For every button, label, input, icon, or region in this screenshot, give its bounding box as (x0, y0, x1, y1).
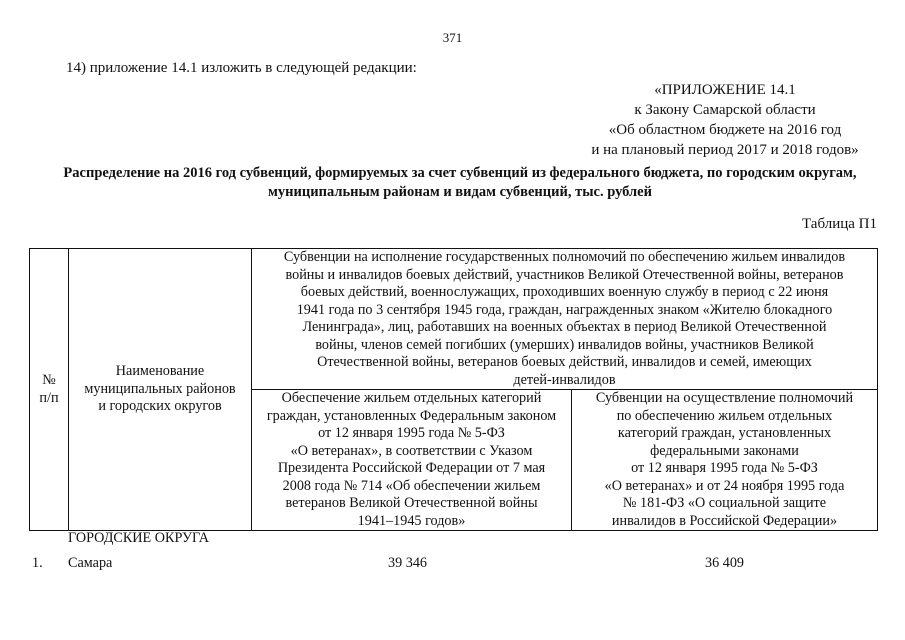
title-line: муниципальным районам и видам субвенций, тыс. рублей (268, 184, 652, 200)
appendix-line: к Закону Самарской области (634, 102, 816, 118)
header-number: № п/п (30, 249, 69, 531)
header-sub-powers: Субвенции на осуществление полномочий по обеспечению жильем отдельных категорий граждан, установленных федеральными законами от 12 января 1995 года № 5-ФЗ «О ветеранах» и от 24 ноября 1995 года № 181-ФЗ «О социальной защите инвалидов в Российской Федерации» (572, 390, 878, 531)
appendix-header (560, 80, 890, 160)
appendix-line: «Об областном бюджете на 2016 год (608, 122, 842, 138)
header-name: Наименование муниципальных районов и городских округов (69, 249, 252, 531)
amendment-instruction: 14) приложение 14.1 изложить в следующей редакции: (66, 60, 417, 76)
subsidies-table (29, 248, 878, 531)
appendix-line: «ПРИЛОЖЕНИЕ 14.1 (654, 82, 796, 98)
table-label: Таблица П1 (802, 216, 877, 232)
row-value-housing: 39 346 (388, 555, 428, 571)
row-name: Самара (68, 555, 113, 571)
title-line: Распределение на 2016 год субвенций, формируемых за счет субвенций из федерального бюджета, по городским округам, (63, 165, 857, 181)
row-value-powers: 36 409 (705, 555, 745, 571)
row-number: 1. (32, 555, 43, 571)
document-title (30, 164, 890, 202)
section-label: ГОРОДСКИЕ ОКРУГА (68, 530, 209, 546)
header-sub-housing: Обеспечение жильем отдельных категорий граждан, установленных Федеральным законом от 12 января 1995 года № 5-ФЗ «О ветеранах», в соответствии с Указом Президента Российской Федерации от 7 мая 2008 года № 714 «Об обеспечении жильем ветеранов Великой Отечественной войны 1941–1945 годов» (252, 390, 572, 531)
appendix-line: и на плановый период 2017 и 2018 годов» (591, 142, 859, 158)
header-main-subsidy: Субвенции на исполнение государственных полномочий по обеспечению жильем инвалидов войны и инвалидов боевых действий, участников Великой Отечественной войны, ветеранов боевых действий, военнослужащих, проходивших военную службу в период с 22 июня 1941 года по 3 сентября 1945 года, граждан, награжденных знаком «Жителю блокадного Ленинграда», лиц, работавших на военных объектах в период Великой Отечественной войны, членов семей погибших (умерших) инвалидов войны, участников Великой Отечественной войны, ветеранов боевых действий, инвалидов и семей, имеющих детей-инвалидов (252, 249, 878, 390)
page-number: 371 (442, 30, 463, 45)
